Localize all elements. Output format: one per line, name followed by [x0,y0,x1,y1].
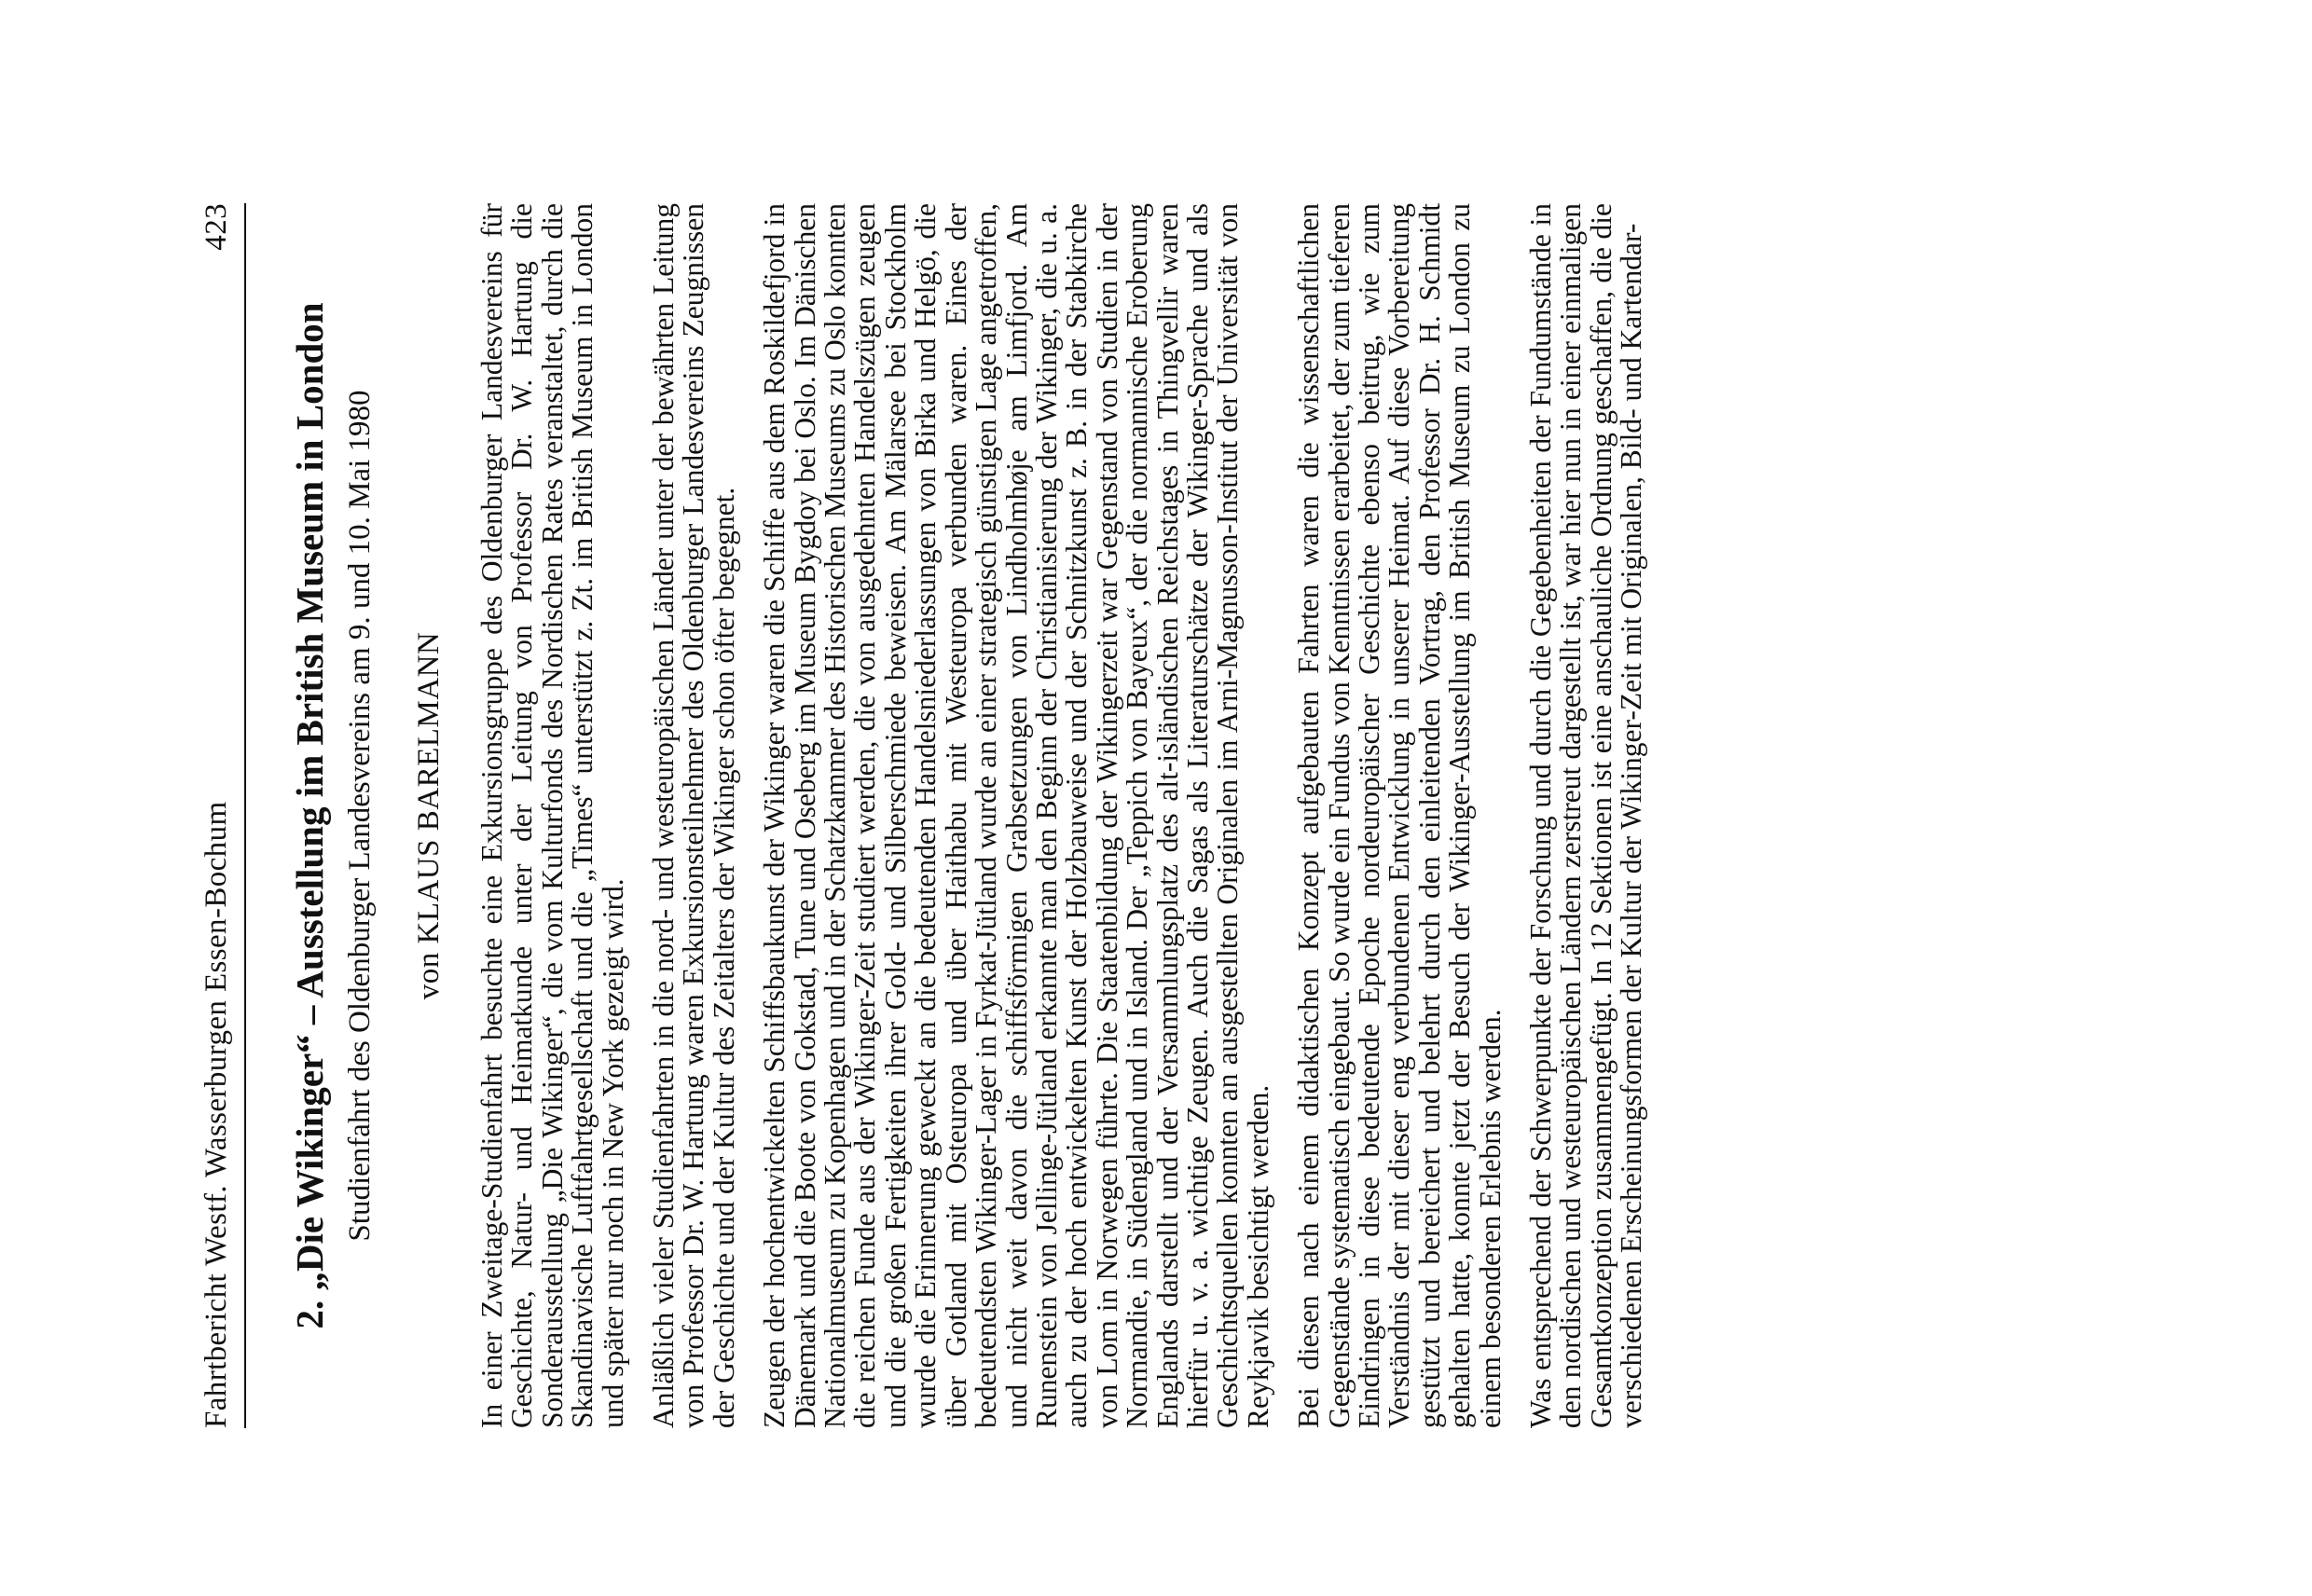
paragraph: Zeugen der hochentwickelten Schiffsbaukunst der Wikinger waren die Schiffe aus dem Roskildefjord in Dänemark und die Boote von Gokstad, Tune und Oseberg im Museum Bygdoy bei Oslo. Im Dänischen Nationalmuseum zu Kopenhagen und in der Schatzkammer des Historischen Museums zu Oslo konnten die reichen Funde aus der Wikinger-Zeit studiert werden, die von ausgedehnten Handelszügen zeugen und die großen Fertigkeiten ihrer Gold- und Silberschmiede beweisen. Am Mälarsee bei Stockholm wurde die Erinnerung geweckt an die bedeutenden Handelsniederlassungen von Birka und Helgö, die über Gotland mit Osteuropa und über Haithabu mit Westeuropa verbunden waren. Eines der bedeutendsten Wikinger-Lager in Fyrkat-Jütland wurde an einer strategisch günstigen Lage angetroffen, und nicht weit davon die schiffsförmigen Grabsetzungen von Lindholmhøje am Limfjord. Am Runenstein von Jellinge-Jütland erkannte man den Beginn der Christianisierung der Wikinger, die u. a. auch zu der hoch entwickelten Kunst der Holzbauweise und der Schnitzkunst z. B. in der Stabkirche von Lom in Norwegen führte. Die Staatenbildung der Wikingerzeit war Gegenstand von Studien in der Normandie, in Südengland und in Island. Der „Teppich von Bayeux“, der die normannische Eroberung Englands darstellt und der Versammlungsplatz des alt-isländischen Reichstages in Thingvellir waren hierfür u. v. a. wichtige Zeugen. Auch die Sagas als Literaturschätze der Wikinger-Sprache und als Geschichtsquellen konnten an ausgestellten Originalen im Arni-Magnusson-Institut der Universität von Reykjavik besichtigt werden. [758,203,1274,1428]
paragraph: Anläßlich vieler Studienfahrten in die nord- und westeuropäischen Länder unter der bewährten Leitung von Professor Dr. W. Hartung waren Exkursionsteilnehmer des Oldenburger Landesvereins Zeugnissen der Geschichte und der Kultur des Zeitalters der Wikinger schon öfter begegnet. [647,203,740,1428]
paragraph: Was entsprechend der Schwerpunkte der Forschung und durch die Gegebenheiten der Fundumstände in den nordischen und westeuropäischen Ländern zerstreut dargestellt ist, war hier nun in einer einmaligen Gesamtkonzeption zusammengefügt. In 12 Sektionen ist eine anschauliche Ordnung geschaffen, die die verschiedenen Erscheinungsformen der Kultur der Wikinger-Zeit mit Originalen, Bild- und Kartendar- [1524,203,1648,1428]
header-rule [244,203,246,1428]
article-subtitle: Studienfahrt des Oldenburger Landesvereins am 9. und 10. Mai 1980 [343,390,377,1242]
article-title: 2. „Die Wikinger“ – Ausstellung im British Museum in London [288,302,331,1329]
article-body [477,203,1668,1428]
title-block [287,203,447,1428]
paragraph: Bei diesen nach einem didaktischen Konzept aufgebauten Fahrten waren die wissenschaftlichen Gegenstände systematisch eingebaut. So wurde ein Fundus von Kenntnissen erarbeitet, der zum tieferen Eindringen in diese bedeutende Epoche nordeuropäischer Geschichte ebenso beitrug, wie zum Verständnis der mit dieser eng verbundenen Entwicklung in unserer Heimat. Auf diese Vorbereitung gestützt und bereichert und belehrt durch den einleitenden Vortrag, den Professor Dr. H. Schmidt gehalten hatte, konnte jetzt der Besuch der Wikinger-Ausstellung im British Museum zu London zu einem besonderen Erlebnis werden. [1292,203,1507,1428]
running-head-text: Fahrtbericht Westf. Wasserburgen Essen-Bochum [200,801,233,1428]
paragraph: In einer Zweitage-Studienfahrt besuchte eine Exkursionsgruppe des Oldenburger Landesvereins für Geschichte, Natur- und Heimatkunde unter der Leitung von Professor Dr. W. Hartung die Sonderausstellung „Die Wikinger“, die vom Kulturfonds des Nordischen Rates veranstaltet, durch die Skandinavische Luftfahrtgesellschaft und die „Times“ unterstützt z. Zt. im British Museum in London und später nur noch in New York gezeigt wird. [475,203,629,1428]
article-byline: von KLAUS BARELMANN [412,631,446,1000]
page-number: 423 [200,203,233,251]
running-head [198,203,235,1428]
